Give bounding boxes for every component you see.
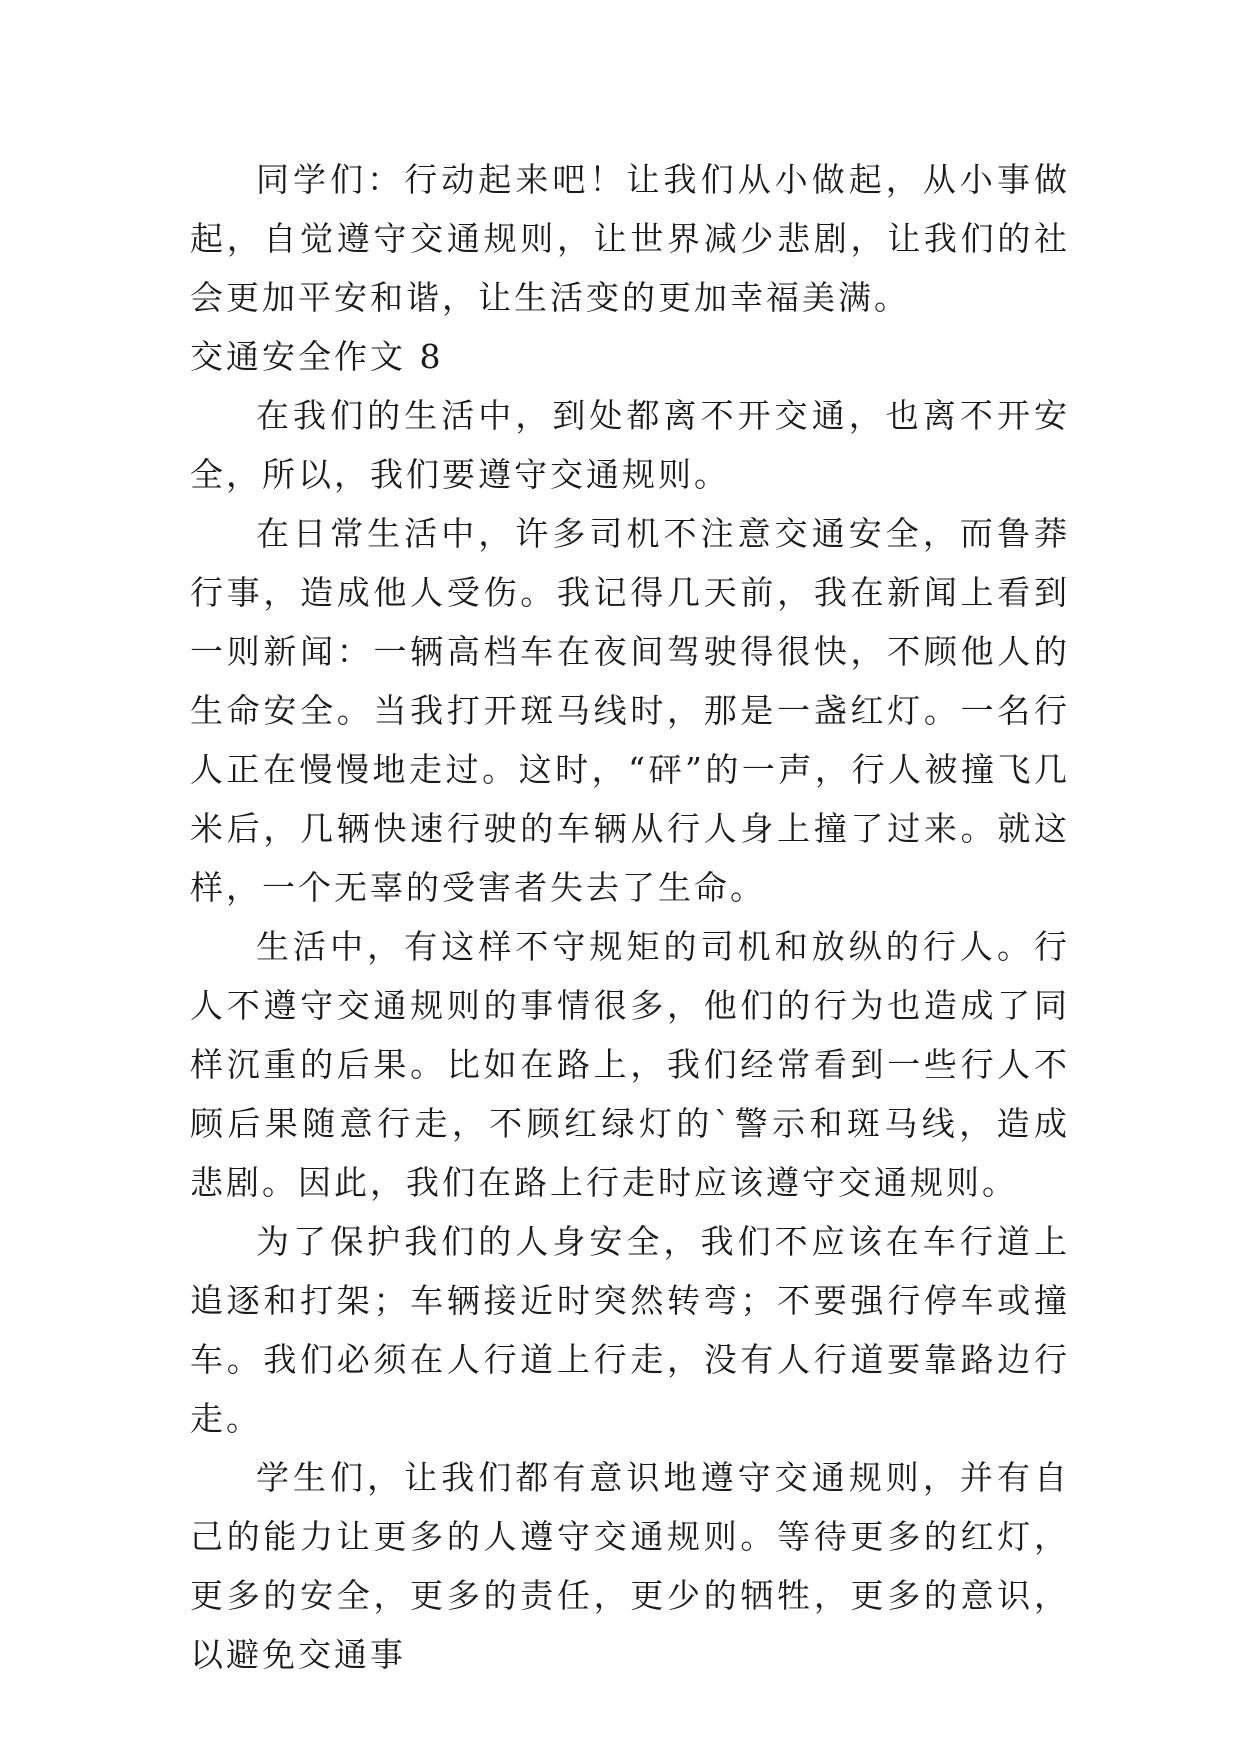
body-paragraph: 学生们，让我们都有意识地遵守交通规则，并有自己的能力让更多的人遵守交通规则。等待更多的红灯，更多的安全，更多的责任，更少的牺牲，更多的意识，以避免交通事 (190, 1458, 1070, 1674)
body-paragraph: 在日常生活中，许多司机不注意交通安全，而鲁莽行事，造成他人受伤。我记得几天前，我在新闻上看到一则新闻：一辆高档车在夜间驾驶得很快，不顾他人的生命安全。当我打开斑马线时，那是一盏红灯。一名行人正在慢慢地走过。这时，“砰”的一声，行人被撞飞几米后，几辆快速行驶的车辆从行人身上撞了过来。就这样，一个无辜的受害者失去了生命。 (190, 514, 1070, 907)
body-paragraph: 生活中，有这样不守规矩的司机和放纵的行人。行人不遵守交通规则的事情很多，他们的行为也造成了同样沉重的后果。比如在路上，我们经常看到一些行人不顾后果随意行走，不顾红绿灯的`警示和斑马线，造成悲剧。因此，我们在路上行走时应该遵守交通规则。 (190, 927, 1070, 1202)
body-paragraph: 在我们的生活中，到处都离不开交通，也离不开安全，所以，我们要遵守交通规则。 (190, 396, 1070, 494)
document-page (190, 150, 1070, 1684)
intro-paragraph: 同学们：行动起来吧！让我们从小做起，从小事做起，自觉遵守交通规则，让世界减少悲剧，让我们的社会更加平安和谐，让生活变的更加幸福美满。 (190, 160, 1070, 317)
body-paragraph: 为了保护我们的人身安全，我们不应该在车行道上追逐和打架；车辆接近时突然转弯；不要强行停车或撞车。我们必须在人行道上行走，没有人行道要靠路边行走。 (190, 1222, 1070, 1438)
section-title: 交通安全作文 8 (190, 337, 444, 376)
